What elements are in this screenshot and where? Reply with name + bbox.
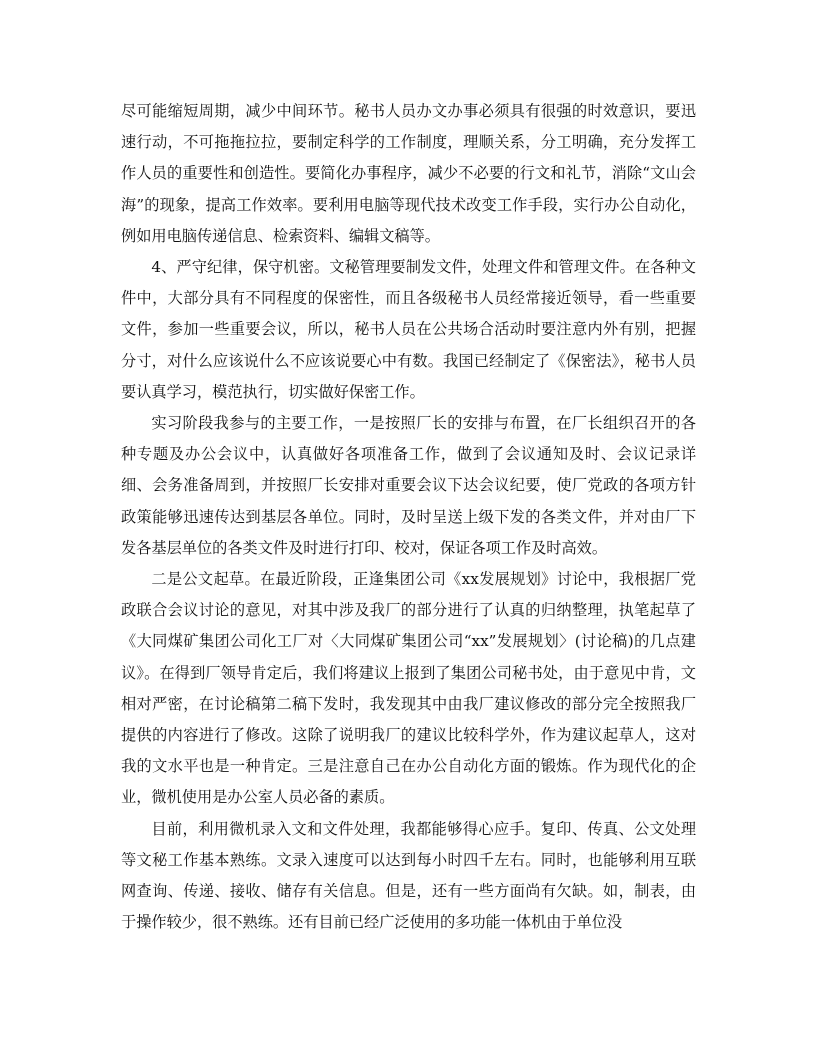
paragraph-document-drafting: 二是公文起草。在最近阶段，正逢集团公司《xx发展规划》讨论中，我根据厂党政联合会议讨论的意见，对其中涉及我厂的部分进行了认真的归纳整理，执笔起草了《大同煤矿集团公司化工厂对〈大同煤矿集团公司“xx”发展规划〉(讨论稿)的几点建议》。在得到厂领导肯定后，我们将建议上报到了集团公司秘书处，由于意见中肯，文相对严密，在讨论稿第二稿下发时，我发现其中由我厂建议修改的部分完全按照我厂提供的内容进行了修改。这除了说明我厂的建议比较科学外，作为建议起草人，这对我的文水平也是一种肯定。三是注意自己在办公自动化方面的锻炼。作为现代化的企业，微机使用是办公室人员必备的素质。 (121, 570, 696, 807)
paragraph-continued: 尽可能缩短周期，减少中间环节。秘书人员办文办事必须具有很强的时效意识，要迅速行动，不可拖拖拉拉，要制定科学的工作制度，理顺关系，分工明确，充分发挥工作人员的重要性和创造性。要简化办事程序，减少不必要的行文和礼节，消除“文山会海”的现象，提高工作效率。要利用电脑等现代技术改变工作手段，实行办公自动化，例如用电脑传递信息、检索资料、编辑文稿等。 (121, 102, 696, 245)
document-body (121, 96, 696, 938)
paragraph-confidentiality: 4、严守纪律，保守机密。文秘管理要制发文件，处理文件和管理文件。在各种文件中，大部分具有不同程度的保密性，而且各级秘书人员经常接近领导，看一些重要文件，参加一些重要会议，所以，秘书人员在公共场合活动时要注意内外有别，把握分寸，对什么应该说什么不应该说要心中有数。我国已经制定了《保密法》，秘书人员要认真学习，模范执行，切实做好保密工作。 (121, 258, 696, 401)
paragraph-internship-work: 实习阶段我参与的主要工作，一是按照厂长的安排与布置，在厂长组织召开的各种专题及办公会议中，认真做好各项准备工作，做到了会议通知及时、会议记录详细、会务准备周到，并按照厂长安排对重要会议下达会议纪要，使厂党政的各项方针政策能够迅速传达到基层各单位。同时，及时呈送上级下发的各类文件，并对由厂下发各基层单位的各类文件及时进行打印、校对，保证各项工作及时高效。 (121, 414, 696, 557)
paragraph-computer-skills: 目前，利用微机录入文和文件处理，我都能够得心应手。复印、传真、公文处理等文秘工作基本熟练。文录入速度可以达到每小时四千左右。同时，也能够利用互联网查询、传递、接收、储存有关信息。但是，还有一些方面尚有欠缺。如，制表，由于操作较少，很不熟练。还有目前已经广泛使用的多功能一体机由于单位没 (121, 819, 696, 932)
